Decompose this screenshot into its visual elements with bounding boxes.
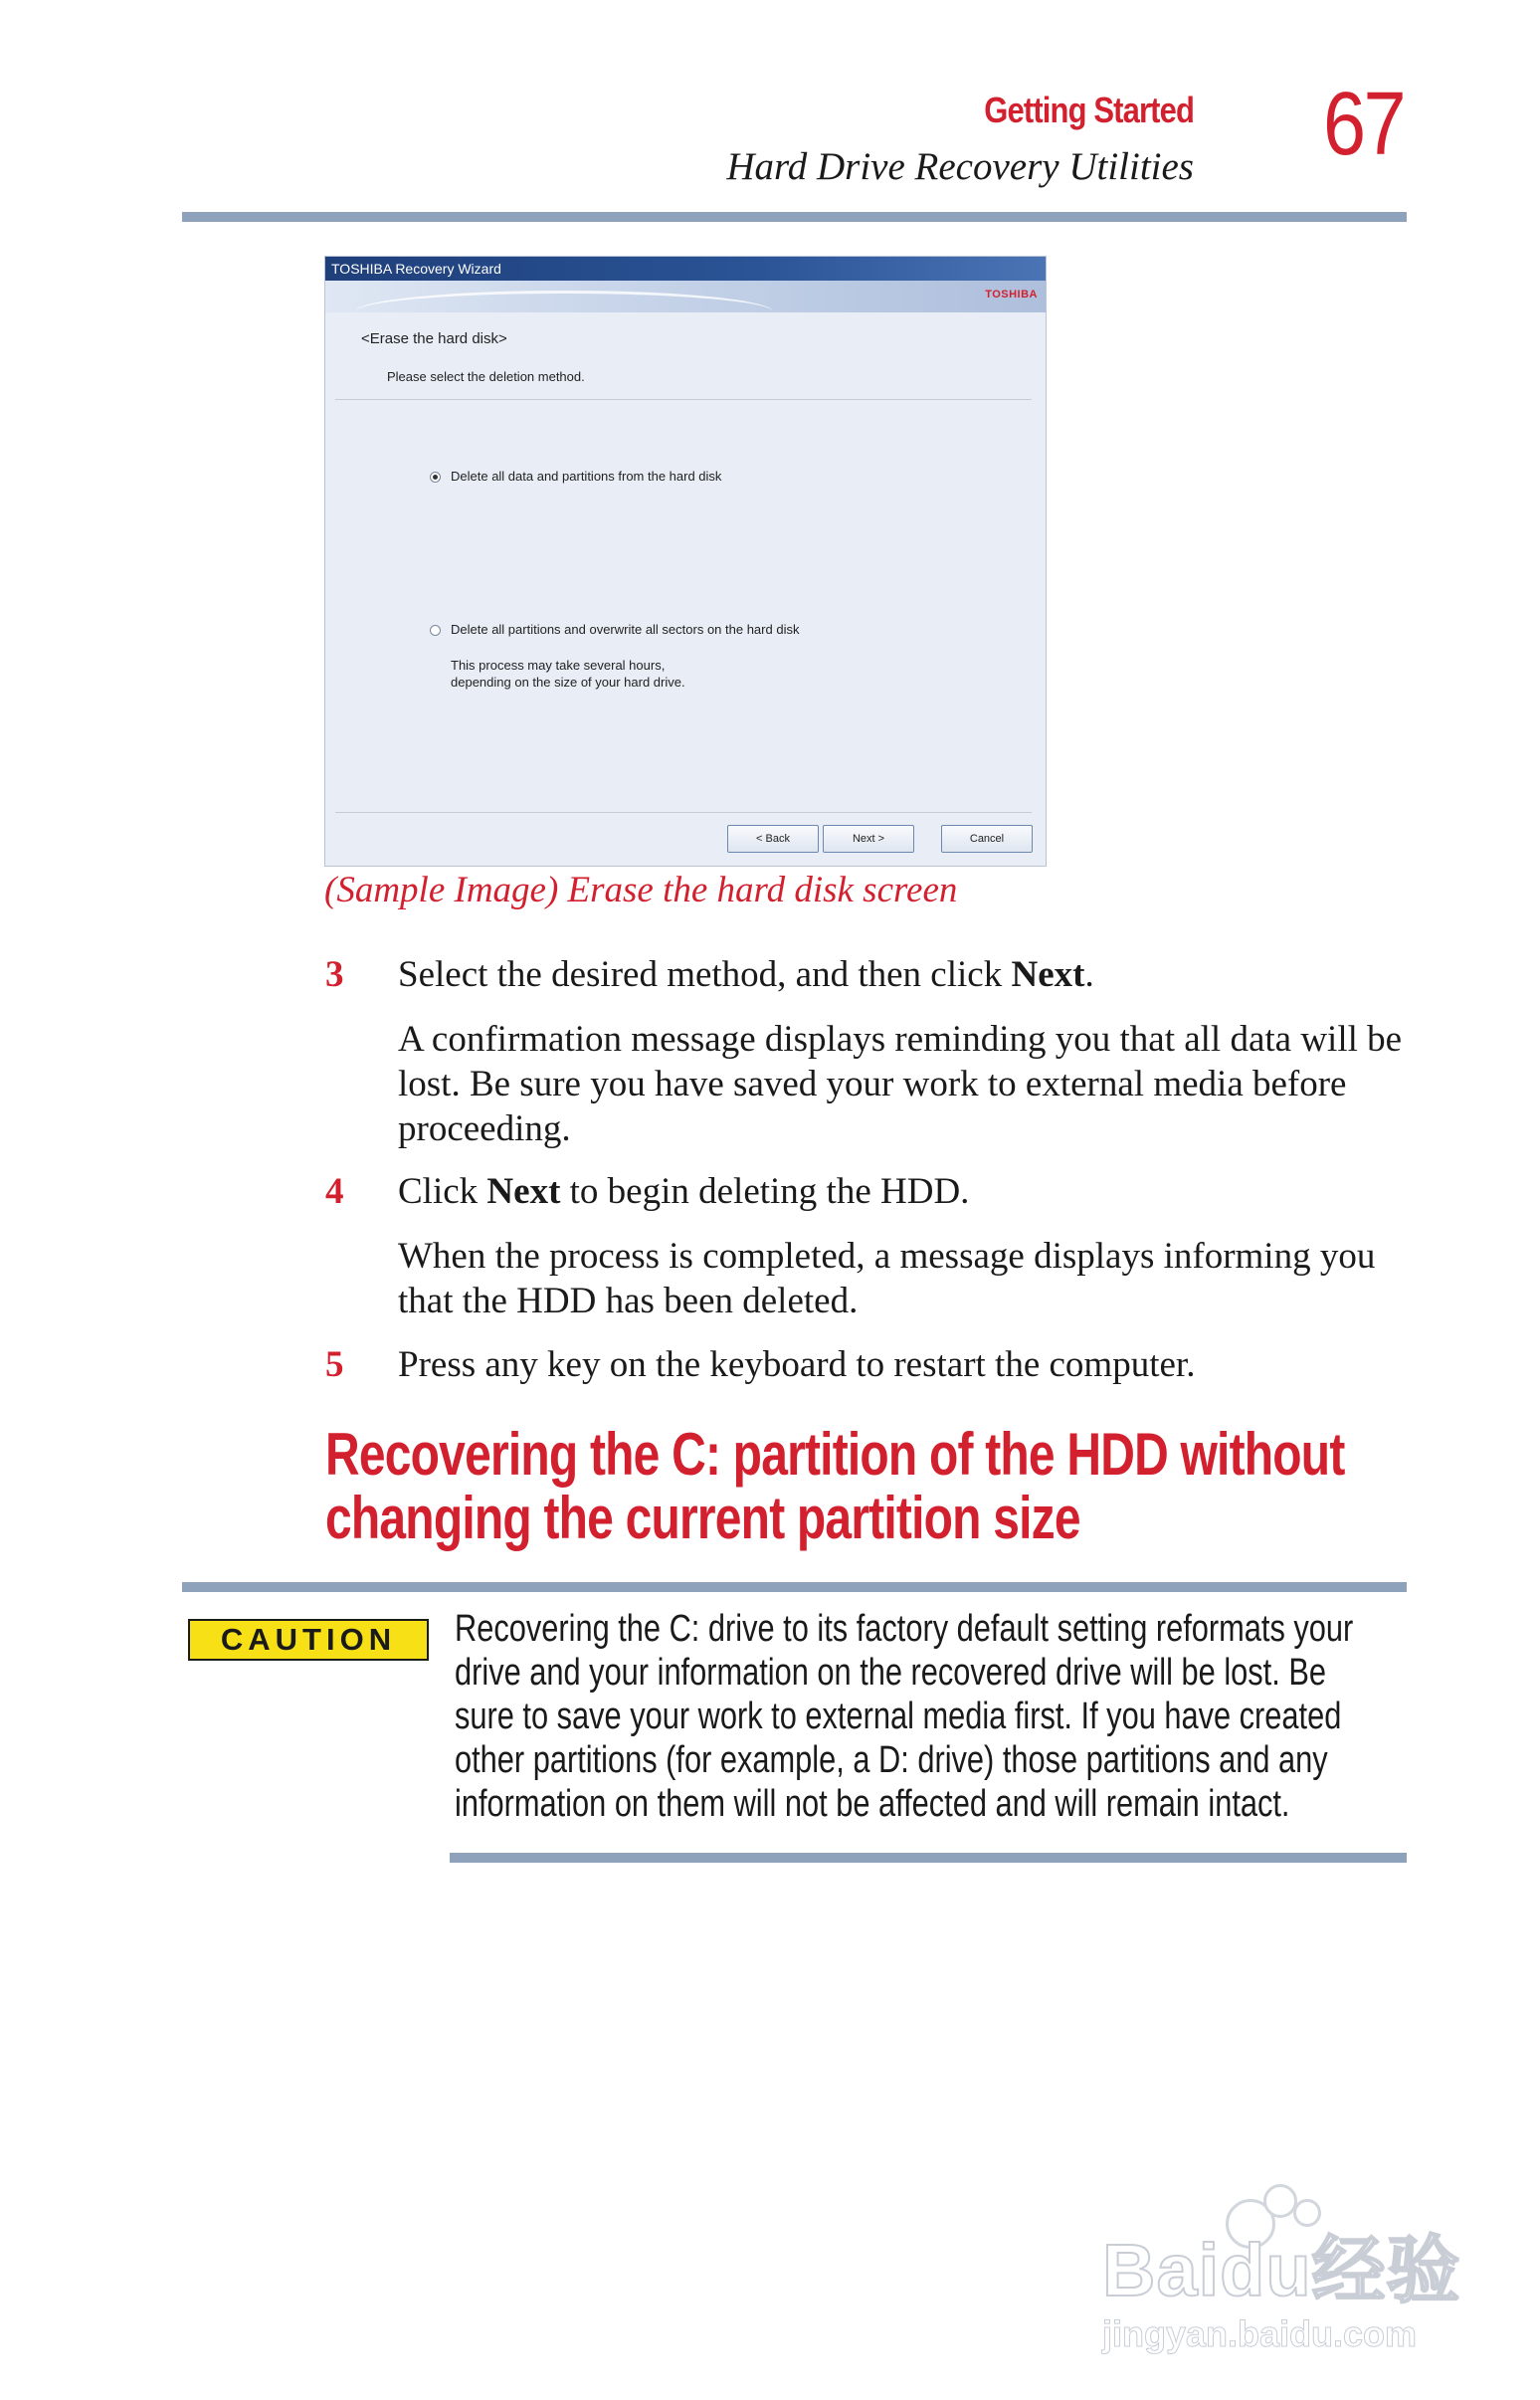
step-number: 3	[325, 954, 344, 995]
step-text-bold: Next	[486, 1171, 561, 1212]
page-number: 67	[1323, 75, 1404, 174]
step-text: Press any key on the keyboard to restart the computer.	[398, 1344, 1196, 1385]
option1-radio[interactable]	[430, 472, 441, 483]
header-rule	[182, 212, 1407, 222]
wizard-bottom-separator	[335, 812, 1032, 813]
wizard-heading: <Erase the hard disk>	[361, 330, 507, 347]
option2-label[interactable]: Delete all partitions and overwrite all sectors on the hard disk	[451, 622, 800, 637]
watermark-url: jingyan.baidu.com	[1102, 2313, 1418, 2354]
step-detail: When the process is completed, a message displays informing you that the HDD has been deleted.	[398, 1236, 1376, 1321]
caution-text: Recovering the C: drive to its factory default setting reformats your drive and your information on the recovered drive will be lost. Be sure to save your work to external media first. If you have created other partitions (for example, a D: drive) those partitions and any information on them will not be affected and will remain intact.	[455, 1608, 1354, 1825]
banner-swoosh	[355, 291, 773, 333]
wizard-subheading: Please select the deletion method.	[387, 369, 585, 384]
caution-badge: CAUTION	[188, 1619, 429, 1661]
watermark-paw-icon	[1293, 2199, 1321, 2227]
wizard-brand-logo: TOSHIBA	[985, 289, 1038, 300]
step-text-part: Select the desired method, and then click	[398, 954, 1012, 995]
caution-bottom-rule	[450, 1853, 1407, 1863]
step-text-part: Click	[398, 1171, 487, 1212]
option2-note-line1: This process may take several hours,	[451, 658, 666, 673]
option1-label[interactable]: Delete all data and partitions from the hard disk	[451, 469, 722, 484]
step-text	[398, 953, 1094, 996]
next-button[interactable]: Next >	[823, 825, 914, 853]
caution-top-rule	[182, 1582, 1407, 1592]
watermark-logo: Baidu经验	[1102, 2229, 1461, 2311]
step-text-part: .	[1084, 954, 1094, 995]
section-heading: Recovering the C: partition of the HDD without changing the current partition size	[325, 1421, 1345, 1551]
watermark-paw-icon	[1263, 2184, 1297, 2218]
recovery-wizard-screenshot	[324, 256, 1047, 867]
wizard-banner	[325, 281, 1046, 312]
step-text-bold: Next	[1011, 954, 1085, 995]
cancel-button[interactable]: Cancel	[941, 825, 1033, 853]
step-text-part: to begin deleting the HDD.	[560, 1171, 970, 1212]
step-detail: A confirmation message displays reminding you that all data will be lost. Be sure you have saved your work to external media before proceeding.	[398, 1019, 1403, 1149]
step-number: 5	[325, 1344, 344, 1385]
option2-note-line2: depending on the size of your hard drive.	[451, 675, 685, 690]
running-header-subsection: Hard Drive Recovery Utilities	[726, 145, 1194, 188]
wizard-top-separator	[335, 399, 1032, 400]
back-button[interactable]: < Back	[727, 825, 819, 853]
wizard-title-bar: TOSHIBA Recovery Wizard	[325, 257, 1046, 281]
option2-radio[interactable]	[430, 625, 441, 636]
step-number: 4	[325, 1171, 344, 1212]
running-header-section: Getting Started	[984, 90, 1194, 130]
step-text	[398, 1170, 969, 1213]
figure-caption: (Sample Image) Erase the hard disk screen	[324, 870, 958, 910]
